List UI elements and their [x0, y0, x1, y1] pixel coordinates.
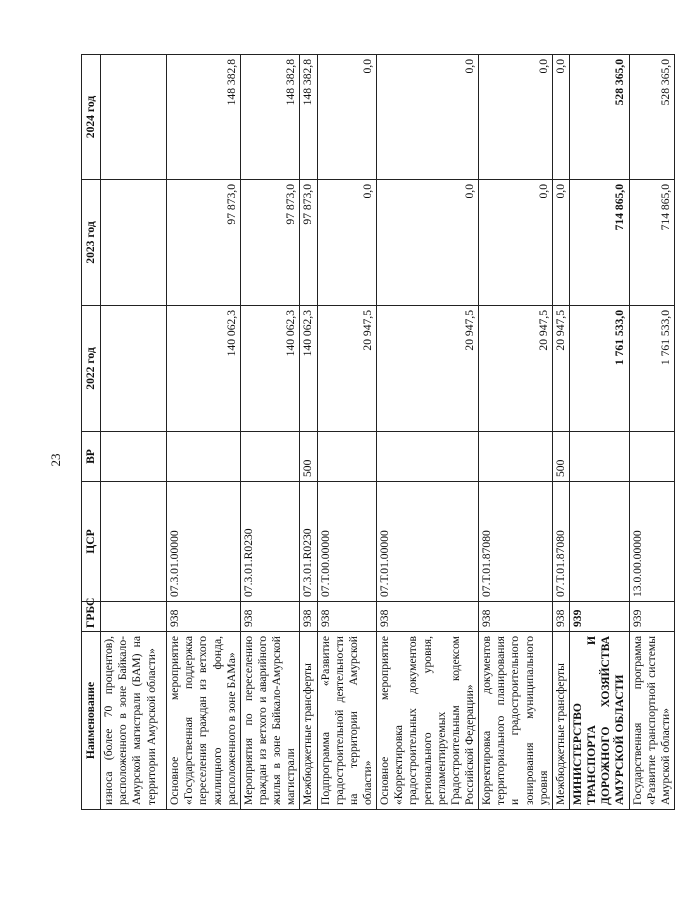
- cell-2022: 140 062,3: [300, 306, 317, 432]
- cell-2024: [101, 55, 167, 180]
- cell-grbs: 938: [300, 602, 317, 632]
- cell-grbs: 938: [552, 602, 569, 632]
- header-vr: ВР: [82, 432, 101, 482]
- cell-name: Мероприятия по переселению граждан из ветхого и аварийного жилья в зоне Байкало-Амурской магистрали: [240, 632, 300, 810]
- table-row: [479, 55, 553, 810]
- budget-table: [81, 54, 675, 810]
- cell-vr: [240, 432, 300, 482]
- header-grbs: ГРБС: [82, 602, 101, 632]
- cell-2024: 0,0: [377, 55, 479, 180]
- cell-vr: [101, 432, 167, 482]
- header-name: Наименование: [82, 632, 101, 810]
- cell-2024: 528 365,0: [569, 55, 629, 180]
- cell-2022: [101, 306, 167, 432]
- cell-name: Основное мероприятие «Корректировка градостроительных документов регионального уровня, регламентируемых Градостроительным кодексом Российской Федерации»: [377, 632, 479, 810]
- cell-grbs: 938: [479, 602, 553, 632]
- table-row: [552, 55, 569, 810]
- table-row: [569, 55, 629, 810]
- table-row: [300, 55, 317, 810]
- cell-name: Государственная программа «Развитие транспортной системы Амурской области»: [629, 632, 674, 810]
- cell-grbs: 938: [240, 602, 300, 632]
- cell-vr: [377, 432, 479, 482]
- table-body: [101, 55, 675, 810]
- cell-2023: 97 873,0: [240, 180, 300, 306]
- cell-grbs: 938: [167, 602, 241, 632]
- cell-2024: 0,0: [317, 55, 377, 180]
- cell-name: Основное мероприятие «Государственная поддержка переселения граждан из ветхого жилищного фонда, расположенного в зоне БАМа»: [167, 632, 241, 810]
- cell-vr: 500: [300, 432, 317, 482]
- cell-name: Межбюджетные трансферты: [552, 632, 569, 810]
- cell-vr: [167, 432, 241, 482]
- cell-vr: [569, 432, 629, 482]
- cell-grbs: 938: [377, 602, 479, 632]
- cell-2022: 20 947,5: [377, 306, 479, 432]
- table-row: [240, 55, 300, 810]
- cell-csr: 07.3.01.R0230: [300, 482, 317, 602]
- cell-csr: 07.Т.00.00000: [317, 482, 377, 602]
- cell-vr: [629, 432, 674, 482]
- header-csr: ЦСР: [82, 482, 101, 602]
- cell-grbs: [101, 602, 167, 632]
- cell-csr: [569, 482, 629, 602]
- cell-vr: [479, 432, 553, 482]
- cell-grbs: 939: [569, 602, 629, 632]
- cell-name: Подпрограмма «Развитие градостроительной деятельности на территории Амурской области»: [317, 632, 377, 810]
- cell-2024: 0,0: [552, 55, 569, 180]
- cell-csr: 07.Т.01.87080: [479, 482, 553, 602]
- cell-vr: 500: [552, 432, 569, 482]
- cell-name: Корректировка документов территориального планирования и градостроительного зонирования муниципального уровня: [479, 632, 553, 810]
- cell-2022: 20 947,5: [479, 306, 553, 432]
- cell-2022: 1 761 533,0: [629, 306, 674, 432]
- cell-grbs: 939: [629, 602, 674, 632]
- cell-2022: 140 062,3: [167, 306, 241, 432]
- cell-2022: 1 761 533,0: [569, 306, 629, 432]
- cell-2023: 0,0: [479, 180, 553, 306]
- cell-csr: 07.3.01.00000: [167, 482, 241, 602]
- cell-2024: 148 382,8: [167, 55, 241, 180]
- cell-grbs: 938: [317, 602, 377, 632]
- table-row: [101, 55, 167, 810]
- cell-name: МИНИСТЕРСТВО ТРАНСПОРТА И ДОРОЖНОГО ХОЗЯЙСТВА АМУРСКОЙ ОБЛАСТИ: [569, 632, 629, 810]
- cell-2024: 528 365,0: [629, 55, 674, 180]
- cell-2023: 714 865,0: [569, 180, 629, 306]
- table-header-row: [82, 55, 101, 810]
- cell-2023: [101, 180, 167, 306]
- cell-2024: 148 382,8: [300, 55, 317, 180]
- cell-2023: 0,0: [552, 180, 569, 306]
- cell-csr: 07.Т.01.87080: [552, 482, 569, 602]
- cell-csr: [101, 482, 167, 602]
- cell-2023: 714 865,0: [629, 180, 674, 306]
- cell-2022: 140 062,3: [240, 306, 300, 432]
- cell-csr: 07.Т.01.00000: [377, 482, 479, 602]
- cell-name: Межбюджетные трансферты: [300, 632, 317, 810]
- cell-csr: 07.3.01.R0230: [240, 482, 300, 602]
- cell-2023: 97 873,0: [167, 180, 241, 306]
- table-row: [377, 55, 479, 810]
- header-2024: 2024 год: [82, 55, 101, 180]
- header-2023: 2023 год: [82, 180, 101, 306]
- table-row: [317, 55, 377, 810]
- cell-2023: 0,0: [377, 180, 479, 306]
- table-row: [167, 55, 241, 810]
- cell-2023: 97 873,0: [300, 180, 317, 306]
- rotated-table-container: [81, 55, 672, 810]
- page-number: 23: [48, 453, 63, 467]
- cell-name: износа (более 70 процентов), расположенного в зоне Байкало-Амурской магистрали (БАМ) на территории Амурской области»: [101, 632, 167, 810]
- cell-csr: 13.0.00.00000: [629, 482, 674, 602]
- cell-2022: 20 947,5: [317, 306, 377, 432]
- cell-2024: 148 382,8: [240, 55, 300, 180]
- cell-2022: 20 947,5: [552, 306, 569, 432]
- header-2022: 2022 год: [82, 306, 101, 432]
- cell-2024: 0,0: [479, 55, 553, 180]
- table-row: [629, 55, 674, 810]
- cell-2023: 0,0: [317, 180, 377, 306]
- cell-vr: [317, 432, 377, 482]
